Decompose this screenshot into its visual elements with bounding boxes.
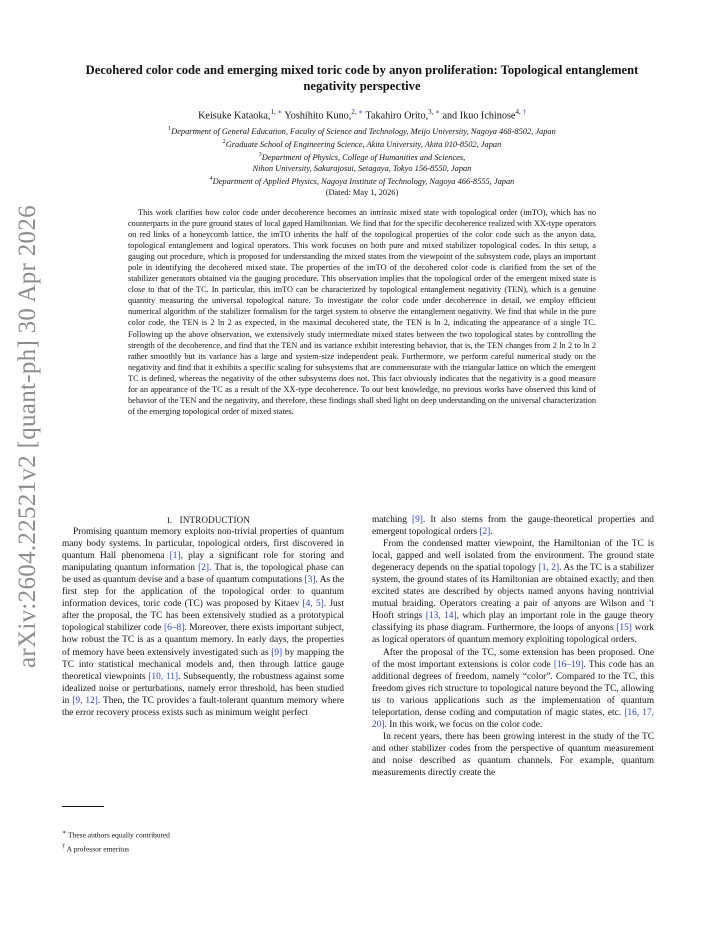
text-run: . In this work, we focus on the color code. <box>384 719 543 730</box>
text-run: . As the first step for the application of the topological order to quantum information devices, toric code (TC) was proposed by Kitaev <box>62 575 344 610</box>
author-name: Takahiro Orito, <box>365 110 429 122</box>
affiliation-mark: 3, <box>428 108 434 116</box>
abstract: This work clarifies how color code under decoherence becomes an intrinsic mixed state with topological order (imTO), which has no counterparts in the pure ground states of local gaped Hamiltonian. We find that for the specific decoherence realized with XX-type operators on red links of a honeycomb lattice, the imTO inherits the half of the topological properties of the color code such as the anyon data, topological entanglement and logical operators. This work focuses on both pure and mixed stabilizer topological codes. In this setup, a gauging out procedure, which is proposed for understanding the mixed states from the viewpoint of the subsystem code, plays an important pole in identifying the decohered mixed state. The properties of the imTO of the decohered color code is clarified from the set of the stabilizer generators obtained via the gauging procedure. This observation implies that the topological order of the emergent mixed state is close to that of the TC. In particular, this imTO can be characterized by topological entanglement negativity (TEN), which is a genuine quantity measuring the universal topological nature. To investigate the color code under decoherence in detail, we employ efficient numerical algorithm of the stabilizer formalism for the target system to observe the entanglement negativity. We find that while in the pure color code, the TEN is 2 ln 2 as expected, in the maximal decohered state, the TEN is ln 2, indicating the appearance of a single TC. Following up the above observation, we extensively study intermediate mixed states between the two topological states by controlling the strength of the decoherence, and find that the TEN and its variance exhibit interesting behavior, that is, the TEN changes from 2 ln 2 to ln 2 rather smoothly but its variance has a large and system-size independent peak. Furthermore, we perform careful numerical study on the negativity and find that it exhibits a specific scaling for subsystems that are commensurate with the triangular lattice on which the emergent TC is defined, whereas the negativity of the other subsystems does not. This fact obviously indicates that the negativity is a good measure for an appearance of the TC as a result of the XX-type decoherence. To our best knowledge, no previous works have observed this kind of behavior of the TEN and the negativity, and therefore, these findings shall shed light on deep understanding on the universal characterization of the emerging topological order of mixed states. <box>128 208 596 416</box>
dated-line: (Dated: May 1, 2026) <box>325 188 399 197</box>
text-run: matching <box>372 515 412 525</box>
citation-link[interactable]: [3] <box>304 575 316 586</box>
citation-link[interactable]: [15] <box>616 623 632 634</box>
citation-link[interactable]: [13, 14] <box>425 611 457 622</box>
footnote-link[interactable]: ∗ <box>356 108 364 116</box>
text-run: . That is, the topological phase can be used as quantum devise and a base of quantum computations <box>62 563 344 586</box>
section-heading <box>62 514 344 526</box>
author-name: Keisuke Kataoka, <box>198 110 271 122</box>
text-run: . <box>490 527 493 538</box>
citation-link[interactable]: [6–8] <box>164 623 185 634</box>
citation-link[interactable]: [2] <box>479 527 491 538</box>
author-marks <box>515 108 526 116</box>
footnote-link[interactable]: ∗ <box>433 108 440 116</box>
citation-link[interactable]: [4, 5] <box>302 599 324 610</box>
citation-link[interactable]: [9, 12] <box>72 695 98 706</box>
text-run: by mapping the TC into statistical mechanical models and, then through lattice gauge theoretical viewpoints <box>62 647 345 682</box>
affiliation-line <box>80 124 644 137</box>
body-paragraph <box>372 514 654 538</box>
body-paragraph <box>372 538 654 646</box>
citation-link[interactable]: [9] <box>271 647 283 658</box>
footnote-mark: † <box>62 842 66 850</box>
citation-link[interactable]: [2] <box>198 563 209 574</box>
text-run: . This code has an additional degrees of freedom, namely “color”. Compared to the TC, this freedom gives rich structure to topological nature beyond the TC, allowing us to various applications such as the implementation of quantum teleportation, dense coding and computation of magic states, etc. <box>372 659 654 718</box>
author-marks <box>351 108 363 116</box>
affiliation-text: Graduate School of Engineering Science, Akita University, Akita 010-8502, Japan <box>225 139 502 149</box>
text-run: . Subsequently, the robustness against some idealized noise or perturbations, namely error threshold, has been studied in <box>62 671 344 706</box>
affiliation-list <box>80 124 644 187</box>
affiliation-text: Nihon University, Sakurajosui, Setagaya, Tokyo 156-8550, Japan <box>252 164 472 173</box>
footnote <box>62 827 344 841</box>
author-separator: and <box>439 110 460 122</box>
text-run: . As the TC is a stabilizer system, the ground states of its Hamiltonian are obtained exactly, and then excited states are described by objects named anyons having nontrivial mutual braiding. Operators creating a pair of anyons are Wilson and ’t Hooft strings <box>372 563 654 622</box>
citation-link[interactable]: [1, 2] <box>538 563 560 574</box>
affiliation-text: Department of Applied Physics, Nagoya Institute of Technology, Nagoya 466-8555, Japan <box>212 177 515 186</box>
affiliation-number: 1 <box>168 126 172 132</box>
footnote-rule <box>62 806 104 807</box>
text-run: From the condensed matter viewpoint, the Hamiltonian of the TC is local, gapped and well isolated from the environment. The ground state degeneracy depends on the spatial topology <box>372 539 654 574</box>
body-paragraph <box>372 731 654 779</box>
citation-link[interactable]: [16, 17, 20] <box>372 707 655 730</box>
affiliation-mark: 4, <box>515 108 521 116</box>
section-numeral: I. <box>166 515 173 525</box>
author-list <box>80 108 644 121</box>
left-column <box>62 514 344 719</box>
text-run: . Just after the proposal, the TC has been extensively studied as a prototypical topological stabilizer code <box>62 599 344 634</box>
affiliation-text: Department of General Education, Faculty of Science and Technology, Meijo University, Nagoya 468-8502, Japan <box>171 126 556 136</box>
author-name: Ikuo Ichinose <box>459 110 516 122</box>
affiliation-line <box>80 137 644 150</box>
text-run: After the proposal of the TC, some extension has been proposed. One of the most important extensions is color code <box>372 647 654 670</box>
affiliation-mark: 2, <box>351 108 357 116</box>
text-run: . Moreover, there exists important subject, how robust the TC is as a quantum memory. In early days, the properties of memory have been extensively investigated such as <box>62 623 344 658</box>
text-run: , play a significant role for storing and manipulating quantum information <box>62 551 344 574</box>
affiliation-line <box>80 174 644 187</box>
text-run: Promising quantum memory exploits non-trivial properties of quantum many body systems. In particular, topological orders, first discovered in quantum Hall phenomena <box>62 527 344 562</box>
affiliation-number: 3 <box>258 152 262 158</box>
right-column <box>372 514 654 779</box>
text-run: . Then, the TC provides a fault-tolerant quantum memory where the error recovery process exists such as minimum weight perfect <box>62 695 344 718</box>
affiliation-line <box>80 163 644 174</box>
body-paragraph <box>62 526 344 719</box>
footnote-text: These authors equally contributed <box>66 830 170 840</box>
arxiv-stamp-text: arXiv:2604.22521v2 [quant-ph] 30 Apr 2026 <box>14 205 41 668</box>
affiliation-line <box>80 150 644 163</box>
affiliation-number: 2 <box>222 139 226 145</box>
citation-link[interactable]: [16–19] <box>553 659 584 670</box>
citation-link[interactable]: [10, 11] <box>148 671 179 682</box>
text-run: In recent years, there has been growing interest in the study of the TC and other stabilizer codes from the perspective of quantum measurement and noise described as quantum channels. For example, quantum measurements directly create the <box>372 731 654 778</box>
author-marks <box>428 108 440 116</box>
citation-link[interactable]: [9] <box>411 515 423 525</box>
footnote-link[interactable]: ∗ <box>275 108 283 116</box>
affiliation-text: Department of Physics, College of Humanities and Sciences, <box>261 152 466 162</box>
citation-link[interactable]: [1] <box>169 551 181 562</box>
footnote-mark: ∗ <box>62 829 67 836</box>
body-paragraph <box>372 647 654 731</box>
author-marks <box>270 108 282 116</box>
paper-title: Decohered color code and emerging mixed toric code by anyon proliferation: Topological entanglement negativity perspective <box>85 63 639 93</box>
affiliation-mark: 1, <box>270 108 276 116</box>
affiliation-number: 4 <box>209 176 213 183</box>
footnotes <box>62 827 344 854</box>
footnote-text: A professor emeritus <box>65 844 130 853</box>
text-run: . It also stems from the gauge-theoretical properties and emergent topological orders <box>372 515 654 538</box>
author-name: Yoshihito Kuno, <box>284 110 352 122</box>
footnote-link[interactable]: † <box>520 108 526 116</box>
text-run: , which play an important role in the gauge theory classifying its phase diagram. Furthermore, the loops of anyons <box>372 611 654 634</box>
text-run: work as logical operators of quantum memory exploiting topological orders. <box>372 623 654 646</box>
footnote <box>62 841 344 855</box>
section-title: INTRODUCTION <box>179 515 251 525</box>
